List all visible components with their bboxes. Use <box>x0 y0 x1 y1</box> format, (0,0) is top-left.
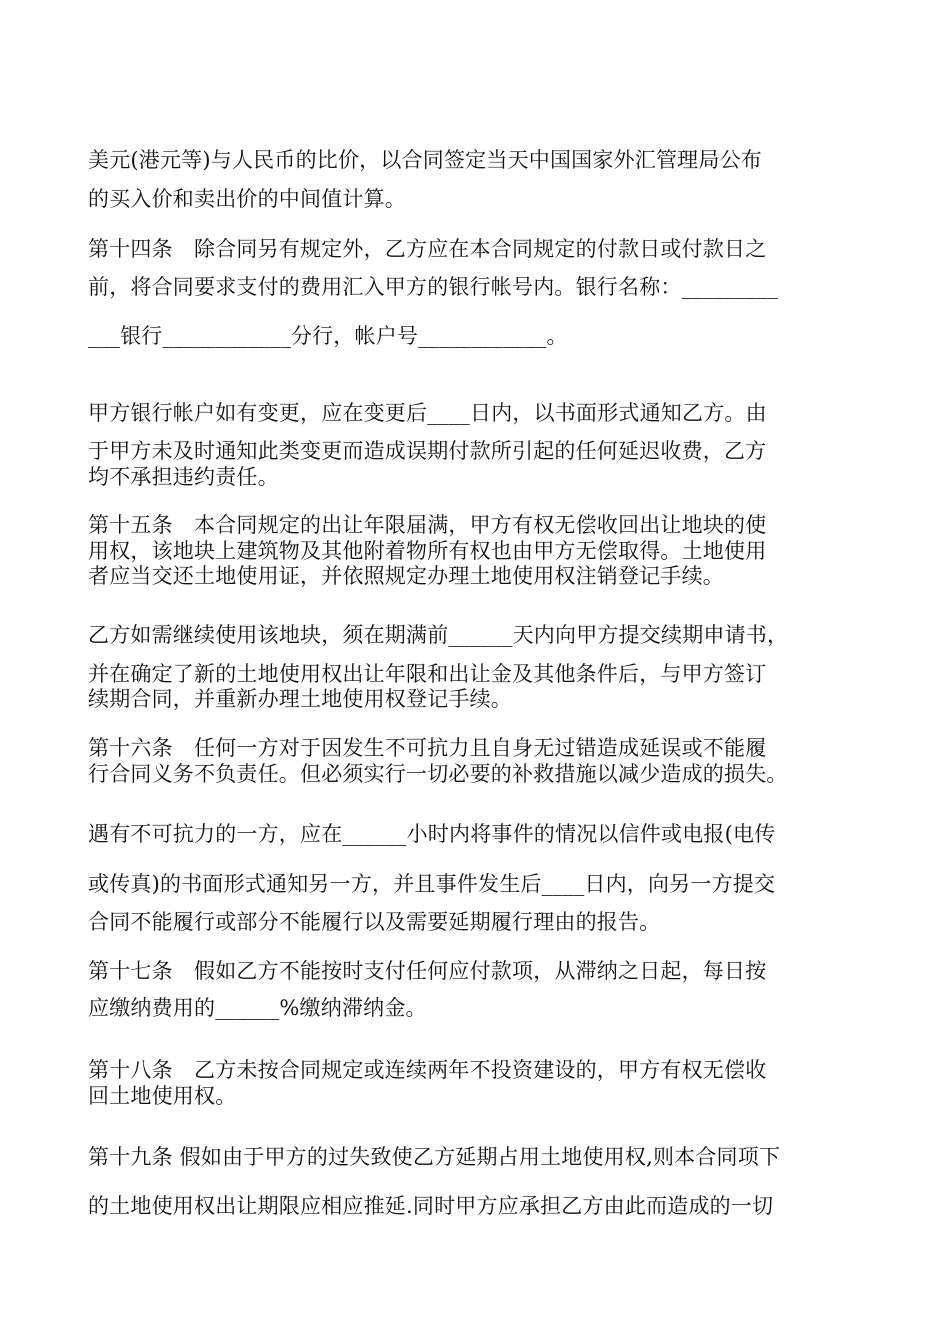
text-line: 第十七条 假如乙方不能按时支付任何应付款项，从滞纳之日起，每日按 <box>88 959 767 983</box>
text-line: 遇有不可抗力的一方，应在______小时内将事件的情况以信件或电报(电传 <box>88 822 776 846</box>
text-line: 的买入价和卖出价的中间值计算。 <box>88 187 406 211</box>
text-line: 或传真)的书面形式通知另一方，并且事件发生后____日内，向另一方提交 <box>88 872 776 896</box>
text-line: 续期合同，并重新办理土地使用权登记手续。 <box>88 687 512 711</box>
text-line: 第十六条 任何一方对于因发生不可抗力且自身无过错造成延误或不能履 <box>88 736 767 760</box>
text-line: ___银行____________分行，帐户号____________。 <box>88 324 568 348</box>
text-line: 第十四条 除合同另有规定外，乙方应在本合同规定的付款日或付款日之 <box>88 237 767 261</box>
text-line: 第十五条 本合同规定的出让年限届满，甲方有权无偿收回出让地块的使 <box>88 513 767 537</box>
text-line: 甲方银行帐户如有变更，应在变更后____日内，以书面形式通知乙方。由 <box>88 401 767 425</box>
text-line: 者应当交还土地使用证，并依照规定办理土地使用权注销登记手续。 <box>88 564 724 588</box>
text-line: 并在确定了新的土地使用权出让年限和出让金及其他条件后，与甲方签订 <box>88 662 767 686</box>
text-line: 行合同义务不负责任。但必须实行一切必要的补救措施以减少造成的损失。 <box>88 762 788 786</box>
text-line: 前，将合同要求支付的费用汇入甲方的银行帐号内。银行名称：_________ <box>88 275 778 299</box>
text-line: 的土地使用权出让期限应相应推延.同时甲方应承担乙方由此而造成的一切 <box>88 1194 774 1218</box>
text-line: 第十八条 乙方未按合同规定或连续两年不投资建设的，甲方有权无偿收 <box>88 1058 767 1082</box>
text-line: 应缴纳费用的______%缴纳滞纳金。 <box>88 996 427 1020</box>
text-line: 第十九条 假如由于甲方的过失致使乙方延期占用土地使用权,则本合同项下 <box>88 1145 781 1169</box>
text-line: 合同不能履行或部分不能履行以及需要延期履行理由的报告。 <box>88 910 661 934</box>
text-line: 回土地使用权。 <box>88 1084 237 1108</box>
text-line: 于甲方未及时通知此类变更而造成误期付款所引起的任何延迟收费，乙方 <box>88 439 767 463</box>
text-line: 均不承担违约责任。 <box>88 465 279 489</box>
text-line: 用权，该地块上建筑物及其他附着物所有权也由甲方无偿取得。土地使用 <box>88 539 767 563</box>
text-line: 乙方如需继续使用该地块，须在期满前______天内向甲方提交续期申请书， <box>88 623 789 647</box>
text-line: 美元(港元等)与人民币的比价，以合同签定当天中国国家外汇管理局公布 <box>88 148 762 172</box>
